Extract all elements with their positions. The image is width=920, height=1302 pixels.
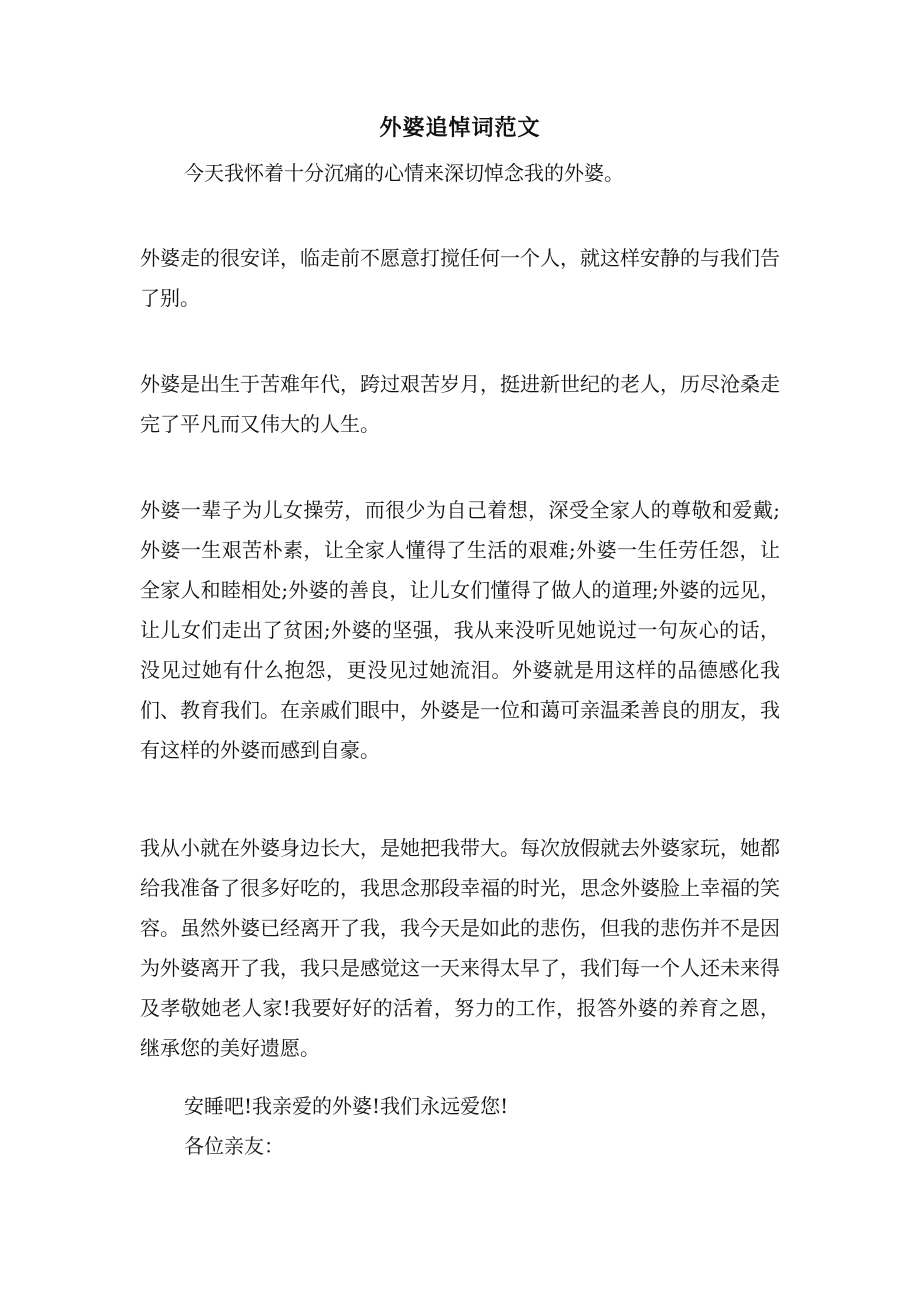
paragraph-peaceful-departure: 外婆走的很安详，临走前不愿意打搅任何一个人，就这样安静的与我们告了别。 xyxy=(140,246,780,310)
paragraph-virtues: 外婆一辈子为儿女操劳，而很少为自己着想，深受全家人的尊敬和爱戴;外婆一生艰苦朴素，让全家人懂得了生活的艰难;外婆一生任劳任怨，让全家人和睦相处;外婆的善良，让儿女们懂得了做人的道理;外婆的远见，让儿女们走出了贫困;外婆的坚强，我从来没听见她说过一句灰心的话，没见过她有什么抱怨，更没见过她流泪。外婆就是用这样的品德感化我们、教育我们。在亲戚们眼中，外婆是一位和蔼可亲温柔善良的朋友，我有这样的外婆而感到自豪。 xyxy=(140,498,780,762)
paragraph-memories: 我从小就在外婆身边长大，是她把我带大。每次放假就去外婆家玩，她都给我准备了很多好吃的，我思念那段幸福的时光，思念外婆脸上幸福的笑容。虽然外婆已经离开了我，我今天是如此的悲伤，但我的悲伤并不是因为外婆离开了我，我只是感觉这一天来得太早了，我们每一个人还未来得及孝敬她老人家!我要好好的活着，努力的工作，报答外婆的养育之恩，继承您的美好遗愿。 xyxy=(140,836,780,1060)
paragraph-life-summary: 外婆是出生于苦难年代，跨过艰苦岁月，挺进新世纪的老人，历尽沧桑走完了平凡而又伟大的人生。 xyxy=(140,372,780,436)
paragraph-farewell: 安睡吧!我亲爱的外婆!我们永远爱您! xyxy=(184,1094,509,1118)
paragraph-salutation: 各位亲友： xyxy=(184,1134,284,1158)
paragraph-opening: 今天我怀着十分沉痛的心情来深切悼念我的外婆。 xyxy=(184,161,624,185)
document-title: 外婆追悼词范文 xyxy=(379,115,541,141)
